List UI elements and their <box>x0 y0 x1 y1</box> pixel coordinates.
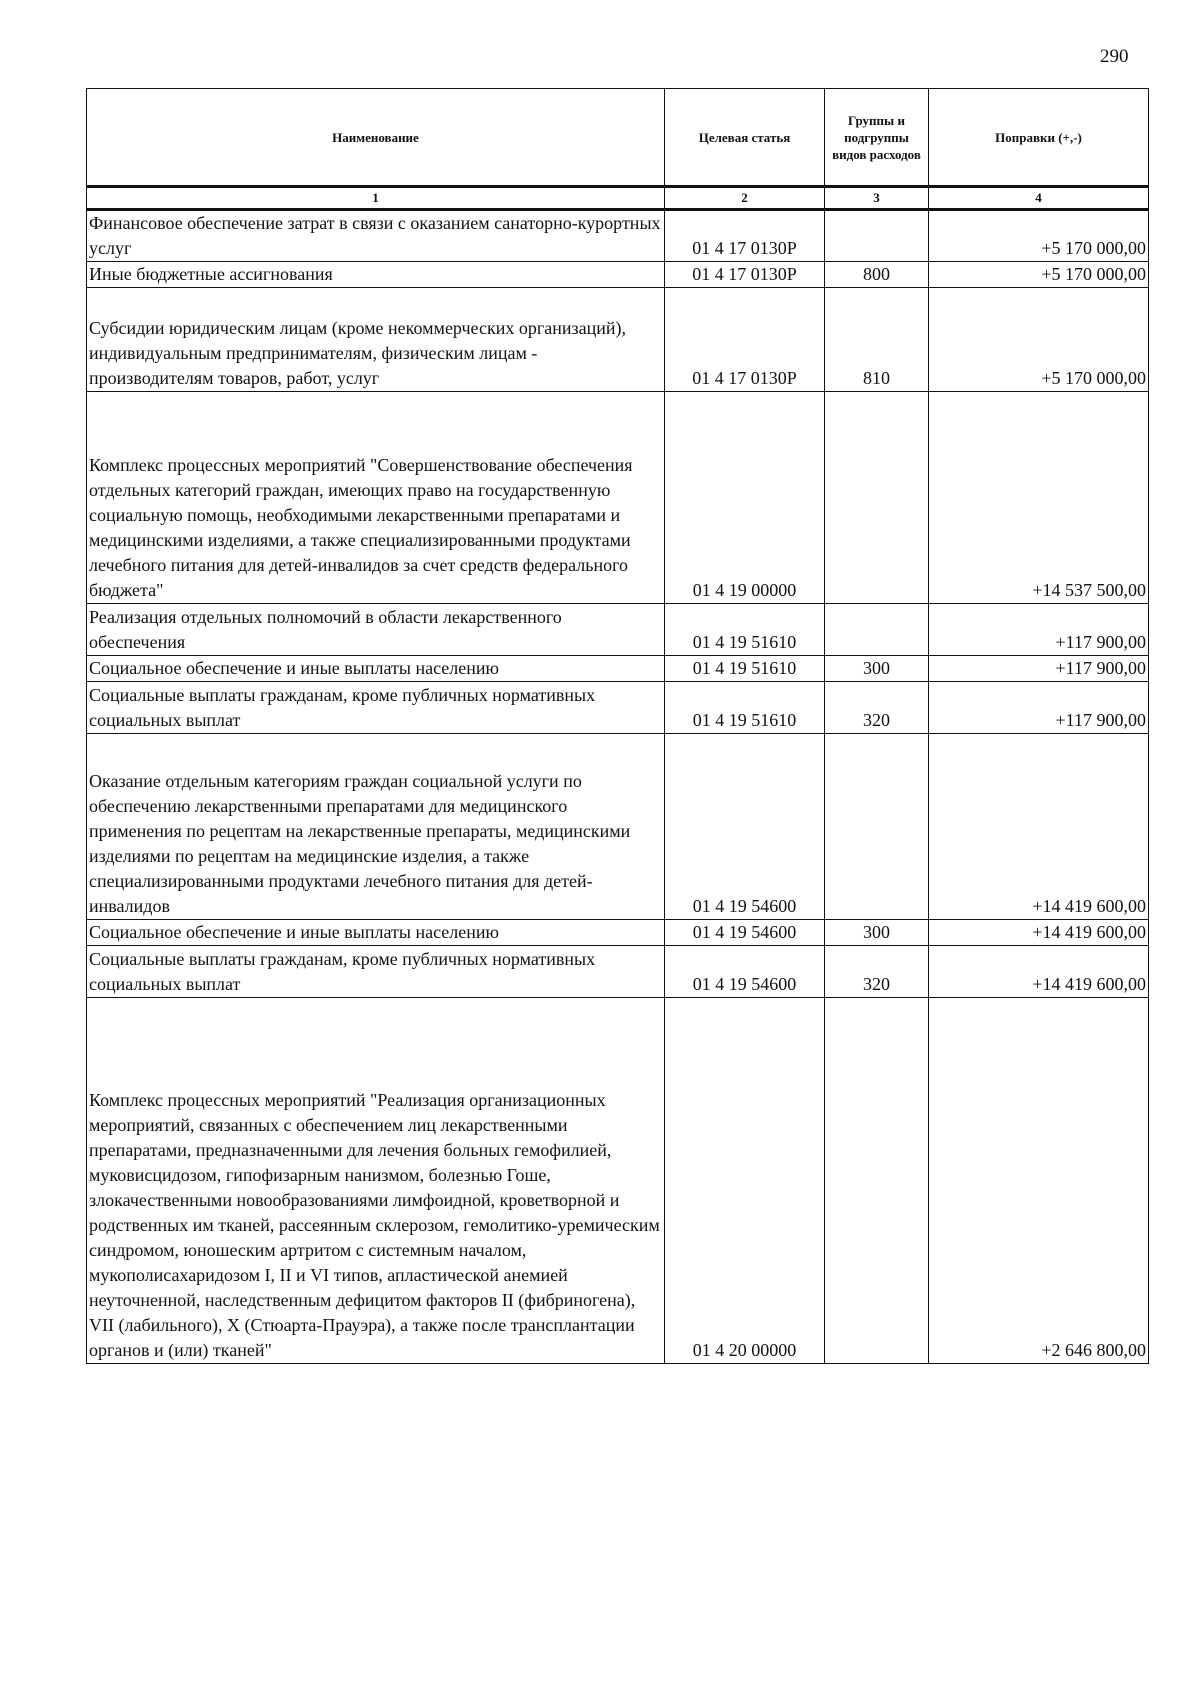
table-row <box>87 604 1149 656</box>
row-amount: +5 170 000,00 <box>929 210 1149 262</box>
row-group: 320 <box>825 682 929 734</box>
column-number: 1 <box>87 187 665 210</box>
row-group: 810 <box>825 288 929 392</box>
row-amount: +117 900,00 <box>929 656 1149 682</box>
column-number: 2 <box>665 187 825 210</box>
row-name: Социальные выплаты гражданам, кроме публичных нормативных социальных выплат <box>87 682 665 734</box>
row-amount: +5 170 000,00 <box>929 262 1149 288</box>
row-group <box>825 210 929 262</box>
row-name: Комплекс процессных мероприятий "Совершенствование обеспечения отдельных категорий граждан, имеющих право на государственную социальную помощь, необходимыми лекарственными препаратами и медицинскими изделиями, а также специализированными продуктами лечебного питания для детей-инвалидов за счет средств федерального бюджета" <box>87 392 665 604</box>
row-name: Реализация отдельных полномочий в области лекарственного обеспечения <box>87 604 665 656</box>
header-group: Группы и подгруппы видов расходов <box>825 89 929 187</box>
row-target-code: 01 4 19 54600 <box>665 920 825 946</box>
row-name: Оказание отдельным категориям граждан социальной услуги по обеспечению лекарственными препаратами для медицинского применения по рецептам на лекарственные препараты, медицинскими изделиями по рецептам на медицинские изделия, а также специализированными продуктами лечебного питания для детей-инвалидов <box>87 734 665 920</box>
row-amount: +117 900,00 <box>929 604 1149 656</box>
row-group: 300 <box>825 656 929 682</box>
row-name: Социальное обеспечение и иные выплаты населению <box>87 656 665 682</box>
table-row <box>87 998 1149 1364</box>
table-row <box>87 734 1149 920</box>
row-group <box>825 998 929 1364</box>
row-amount: +14 419 600,00 <box>929 946 1149 998</box>
row-name: Комплекс процессных мероприятий "Реализация организационных мероприятий, связанных с обеспечением лиц лекарственными препаратами, предназначенными для лечения больных гемофилией, муковисцидозом, гипофизарным нанизмом, болезнью Гоше, злокачественными новообразованиями лимфоидной, кроветворной и родственных им тканей, рассеянным склерозом, гемолитико-уремическим синдромом, юношеским артритом с системным началом, мукополисахаридозом I, II и VI типов, апластической анемией неуточненной, наследственным дефицитом факторов II (фибриногена), VII (лабильного), X (Стюарта-Прауэра), а также после трансплантации органов и (или) тканей" <box>87 998 665 1364</box>
row-target-code: 01 4 19 51610 <box>665 656 825 682</box>
row-name: Финансовое обеспечение затрат в связи с оказанием санаторно-курортных услуг <box>87 210 665 262</box>
row-amount: +2 646 800,00 <box>929 998 1149 1364</box>
table-row <box>87 682 1149 734</box>
row-amount: +5 170 000,00 <box>929 288 1149 392</box>
row-target-code: 01 4 17 0130Р <box>665 210 825 262</box>
row-name: Социальные выплаты гражданам, кроме публичных нормативных социальных выплат <box>87 946 665 998</box>
column-number: 3 <box>825 187 929 210</box>
column-number: 4 <box>929 187 1149 210</box>
header-name: Наименование <box>87 89 665 187</box>
row-name: Иные бюджетные ассигнования <box>87 262 665 288</box>
row-group <box>825 392 929 604</box>
row-amount: +14 537 500,00 <box>929 392 1149 604</box>
table-row <box>87 656 1149 682</box>
row-target-code: 01 4 19 51610 <box>665 682 825 734</box>
row-group <box>825 604 929 656</box>
row-target-code: 01 4 19 51610 <box>665 604 825 656</box>
table-row <box>87 210 1149 262</box>
row-group: 320 <box>825 946 929 998</box>
row-amount: +117 900,00 <box>929 682 1149 734</box>
table-row <box>87 288 1149 392</box>
row-target-code: 01 4 19 54600 <box>665 734 825 920</box>
row-name: Социальное обеспечение и иные выплаты населению <box>87 920 665 946</box>
row-amount: +14 419 600,00 <box>929 734 1149 920</box>
table-row <box>87 920 1149 946</box>
row-target-code: 01 4 19 00000 <box>665 392 825 604</box>
row-group: 800 <box>825 262 929 288</box>
row-target-code: 01 4 17 0130Р <box>665 262 825 288</box>
page-number: 290 <box>1100 46 1129 67</box>
budget-amendments-table <box>86 88 1149 1364</box>
header-target: Целевая статья <box>665 89 825 187</box>
table-row <box>87 946 1149 998</box>
row-name: Субсидии юридическим лицам (кроме некоммерческих организаций), индивидуальным предпринимателям, физическим лицам - производителям товаров, работ, услуг <box>87 288 665 392</box>
row-target-code: 01 4 20 00000 <box>665 998 825 1364</box>
row-amount: +14 419 600,00 <box>929 920 1149 946</box>
row-group: 300 <box>825 920 929 946</box>
column-number-row <box>87 187 1149 210</box>
table-header-row <box>87 89 1149 187</box>
row-target-code: 01 4 17 0130Р <box>665 288 825 392</box>
row-group <box>825 734 929 920</box>
table-row <box>87 392 1149 604</box>
table-row <box>87 262 1149 288</box>
row-target-code: 01 4 19 54600 <box>665 946 825 998</box>
header-amendments: Поправки (+,-) <box>929 89 1149 187</box>
